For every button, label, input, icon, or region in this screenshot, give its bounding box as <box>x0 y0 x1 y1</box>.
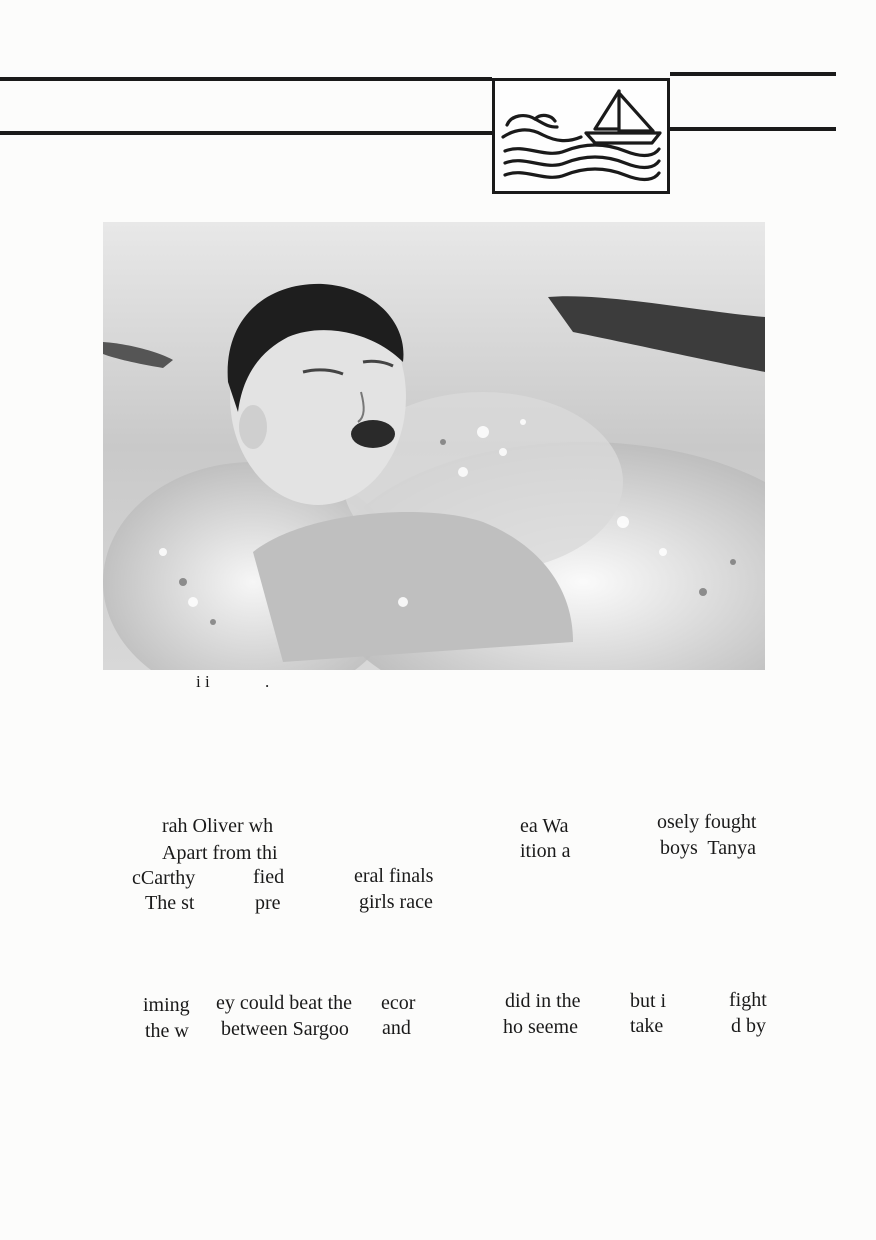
text-fragment: ho seeme <box>503 1016 578 1038</box>
text-fragment: ition a <box>520 840 571 862</box>
text-fragment: ecor <box>381 992 416 1014</box>
text-fragment: between Sargoo <box>221 1018 349 1040</box>
text-fragment: take <box>630 1015 664 1037</box>
swimming-logo <box>492 78 670 194</box>
photo-caption: i i . <box>196 672 270 691</box>
text-fragment: cCarthy <box>132 867 196 889</box>
text-fragment: and <box>382 1017 411 1039</box>
header-rule-bottom-right <box>670 127 836 131</box>
text-fragment: ey could beat the <box>216 992 353 1014</box>
swimmer-photo <box>103 222 765 670</box>
text-fragment: fied <box>253 866 285 888</box>
text-fragment: but i <box>630 990 667 1012</box>
header-rule-bottom-left <box>0 131 492 135</box>
text-fragment: eral finals <box>354 865 434 887</box>
text-fragment: pre <box>255 892 281 914</box>
text-fragment: the w <box>145 1020 189 1042</box>
text-fragment: The st <box>145 892 195 914</box>
text-fragment: fight <box>729 989 767 1011</box>
text-fragment: did in the <box>505 990 581 1012</box>
text-fragment: boys Tanya <box>660 837 756 859</box>
text-fragment: ea Wa <box>520 815 569 837</box>
swimmer-sailboat-icon <box>495 81 667 191</box>
swimmer-backstroke-image <box>103 222 765 670</box>
text-fragment: girls race <box>359 891 433 913</box>
text-fragment: Apart from thi <box>162 842 278 864</box>
text-fragment: osely fought <box>657 811 757 833</box>
text-fragment: d by <box>731 1015 766 1037</box>
text-fragment: iming <box>143 994 190 1016</box>
header-rule-top-left <box>0 77 492 81</box>
text-fragment: rah Oliver wh <box>162 815 274 837</box>
header-rule-top-right <box>670 72 836 76</box>
